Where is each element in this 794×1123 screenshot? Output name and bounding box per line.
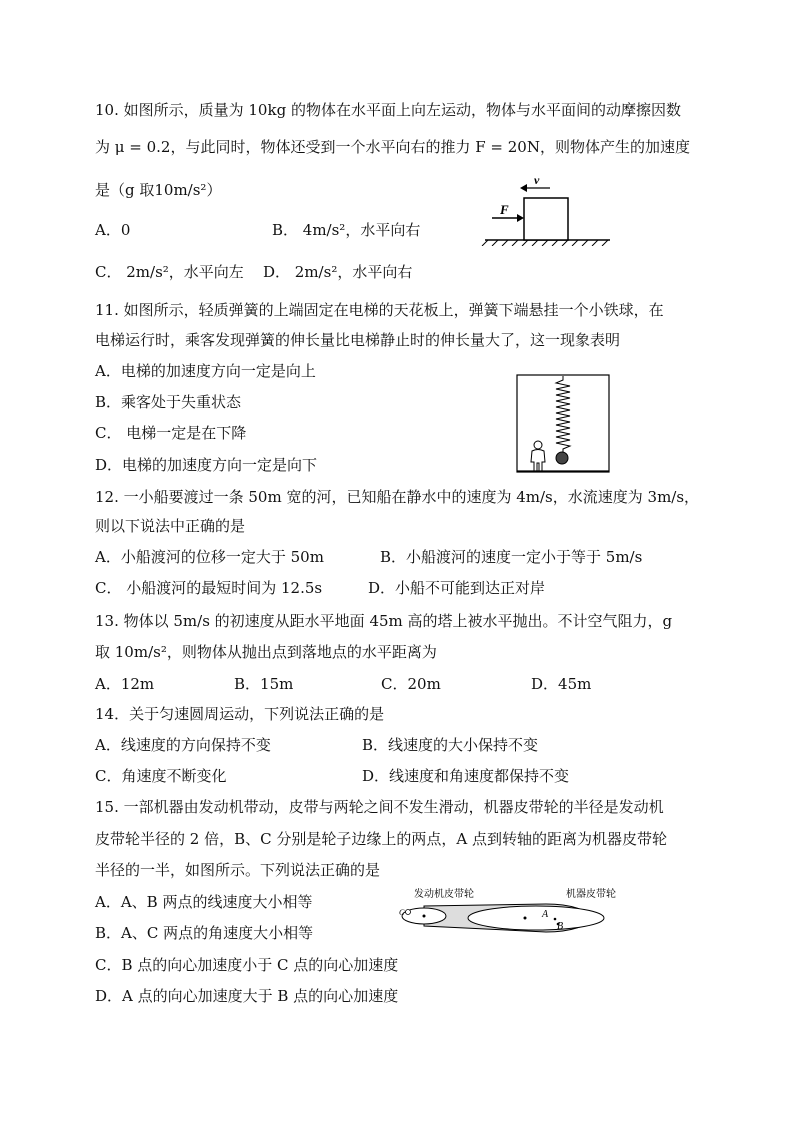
q12-option-d: D．小船不可能到达正对岸 [368,579,546,597]
engine-pulley-label: 发动机皮带轮 [414,889,474,900]
q13-stem-line2: 取 10m/s²，则物体从抛出点到落地点的水平距离为 [95,643,437,661]
q13-option-d: D．45m [531,675,592,693]
block-shape [524,198,568,240]
q11-option-a: A．电梯的加速度方向一定是向上 [95,362,316,380]
q13-option-a: A．12m [95,675,155,693]
iron-ball [556,452,568,464]
q12-option-a: A．小船渡河的位移一定大于 50m [95,548,324,566]
q14-stem-line1: 14．关于匀速圆周运动，下列说法正确的是 [95,705,385,723]
q11-elevator-figure [516,374,611,474]
q12-option-b: B．小船渡河的速度一定小于等于 5m/s [380,548,643,566]
q13-stem-line1: 13. 物体以 5m/s 的初速度从距水平地面 45m 高的塔上被水平抛出。不计空气阻力，g [95,612,673,630]
q10-option-c: C． 2m/s²，水平向左 [95,263,244,281]
q11-option-c: C． 电梯一定是在下降 [95,424,247,442]
q10-option-a: A．0 [95,221,131,239]
q14-option-d: D．线速度和角速度都保持不变 [362,767,570,785]
q11-stem-line1: 11. 如图所示，轻质弹簧的上端固定在电梯的天花板上，弹簧下端悬挂一个小铁球，在 [95,301,664,319]
machine-pulley-label: 机器皮带轮 [566,889,616,900]
q11-option-b: B．乘客处于失重状态 [95,393,242,411]
q10-stem-line3: 是（g 取10m/s²） [95,181,222,199]
q14-option-a: A．线速度的方向保持不变 [95,736,271,754]
q13-option-c: C．20m [381,675,441,693]
q15-stem-line2: 皮带轮半径的 2 倍，B、C 分别是轮子边缘上的两点，A 点到转轴的距离为机器皮带轮 [95,830,667,848]
q13-option-b: B．15m [234,675,294,693]
q11-option-d: D．电梯的加速度方向一定是向下 [95,456,318,474]
q10-block-figure [480,174,615,246]
q10-stem-line1: 10. 如图所示，质量为 10kg 的物体在水平面上向左运动，物体与水平面间的动摩擦因数 [95,101,681,119]
q15-stem-line1: 15. 一部机器由发动机带动，皮带与两轮之间不发生滑动，机器皮带轮的半径是发动机 [95,798,664,816]
q15-stem-line3: 半径的一半，如图所示。下列说法正确的是 [95,861,381,879]
q15-belt-pulley-figure [396,884,636,948]
q12-stem-line1: 12. 一小船要渡过一条 50m 宽的河，已知船在静水中的速度为 4m/s，水流速度为 3m/s， [95,488,700,506]
q12-option-c: C． 小船渡河的最短时间为 12.5s [95,579,323,597]
q14-option-b: B．线速度的大小保持不变 [362,736,539,754]
q12-stem-line2: 则以下说法中正确的是 [95,517,246,535]
machine-pulley [468,906,604,930]
point-b-label: B [557,921,564,932]
q10-option-d: D． 2m/s²，水平向右 [263,263,413,281]
force-label: F [500,202,509,217]
q10-stem-line2: 为 μ = 0.2，与此同时，物体还受到一个水平向右的推力 F = 20N，则物体产生的加速度 [95,138,690,156]
point-c-label: C [399,908,405,917]
q11-stem-line2: 电梯运行时，乘客发现弹簧的伸长量比电梯静止时的伸长量大了，这一现象表明 [95,331,621,349]
point-a-label: A [542,909,549,920]
velocity-label: v [534,174,540,187]
q15-option-b: B．A、C 两点的角速度大小相等 [95,924,314,942]
q10-option-b: B． 4m/s²，水平向右 [272,221,421,239]
q15-option-a: A．A、B 两点的线速度大小相等 [95,893,313,911]
q15-option-d: D．A 点的向心加速度大于 B 点的向心加速度 [95,987,399,1005]
q14-option-c: C．角速度不断变化 [95,767,227,785]
q15-option-c: C．B 点的向心加速度小于 C 点的向心加速度 [95,956,399,974]
